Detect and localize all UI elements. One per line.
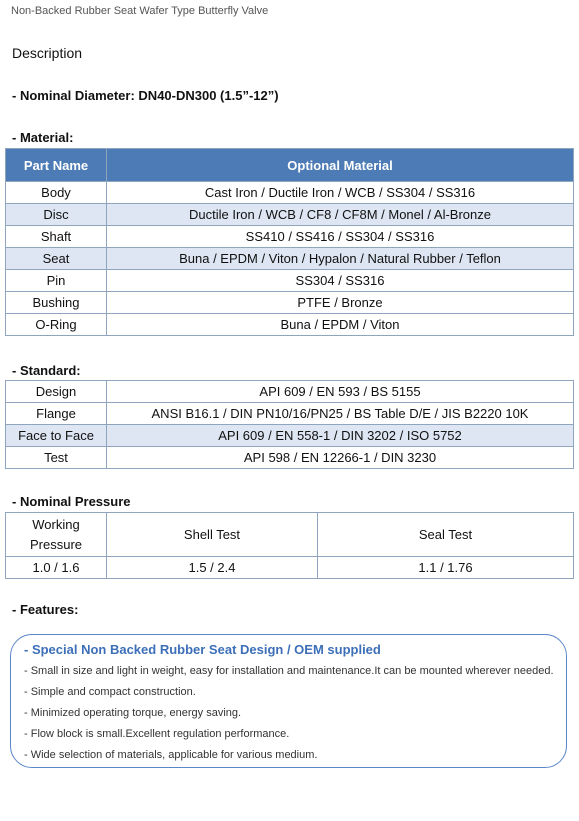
part-name-cell: Seat [6,248,107,270]
table-row [6,403,574,425]
page-title: Non-Backed Rubber Seat Wafer Type Butterfly Valve [11,5,269,17]
optional-material-header: Optional Material [107,149,574,182]
features-title: - Special Non Backed Rubber Seat Design / OEM supplied [24,642,381,657]
material-table [5,148,574,336]
pressure-heading: - Nominal Pressure [12,494,131,509]
material-header-row [6,149,574,182]
material-cell: SS304 / SS316 [107,270,574,292]
feature-item: - Wide selection of materials, applicable for various medium. [24,749,318,761]
material-cell: PTFE / Bronze [107,292,574,314]
material-cell: Buna / EPDM / Viton [107,314,574,336]
seal-test-cell: 1.1 / 1.76 [318,557,574,579]
table-row [6,425,574,447]
part-name-cell: Body [6,182,107,204]
table-row [6,248,574,270]
nominal-diameter: - Nominal Diameter: DN40-DN300 (1.5”-12”) [12,88,279,103]
pressure-table [5,512,574,579]
part-name-cell: Disc [6,204,107,226]
standard-heading: - Standard: [12,363,81,378]
feature-item: - Small in size and light in weight, easy for installation and maintenance.It can be mounted wherever needed. [24,665,554,677]
material-cell: SS410 / SS416 / SS304 / SS316 [107,226,574,248]
seal-test-header: Seal Test [318,513,574,557]
standard-value-cell: API 598 / EN 12266-1 / DIN 3230 [107,447,574,469]
standard-value-cell: ANSI B16.1 / DIN PN10/16/PN25 / BS Table D/E / JIS B2220 10K [107,403,574,425]
standard-value-cell: API 609 / EN 593 / BS 5155 [107,381,574,403]
table-row [6,270,574,292]
pressure-header-row [6,513,574,557]
working-pressure-cell: 1.0 / 1.6 [6,557,107,579]
part-name-cell: O-Ring [6,314,107,336]
table-row [6,204,574,226]
working-label: Working [32,516,80,532]
table-row [6,226,574,248]
shell-test-cell: 1.5 / 2.4 [107,557,318,579]
material-heading: - Material: [12,130,74,145]
part-name-cell: Pin [6,270,107,292]
description-label: Description [12,45,83,61]
material-cell: Buna / EPDM / Viton / Hypalon / Natural Rubber / Teflon [107,248,574,270]
standard-value-cell: API 609 / EN 558-1 / DIN 3202 / ISO 5752 [107,425,574,447]
table-row [6,314,574,336]
feature-item: - Simple and compact construction. [24,686,196,698]
table-row [6,557,574,579]
standard-type-cell: Design [6,381,107,403]
table-row [6,182,574,204]
working-pressure-header [6,513,107,557]
table-row [6,381,574,403]
standard-table [5,380,574,469]
table-row [6,292,574,314]
material-cell: Cast Iron / Ductile Iron / WCB / SS304 / SS316 [107,182,574,204]
standard-type-cell: Face to Face [6,425,107,447]
table-row [6,447,574,469]
part-name-cell: Bushing [6,292,107,314]
feature-item: - Flow block is small.Excellent regulation performance. [24,728,290,740]
pressure-label: Pressure [29,536,83,552]
part-name-cell: Shaft [6,226,107,248]
feature-item: - Minimized operating torque, energy saving. [24,707,242,719]
material-cell: Ductile Iron / WCB / CF8 / CF8M / Monel / Al-Bronze [107,204,574,226]
standard-type-cell: Flange [6,403,107,425]
shell-test-header: Shell Test [107,513,318,557]
features-heading: - Features: [12,602,79,617]
standard-type-cell: Test [6,447,107,469]
part-name-header: Part Name [6,149,107,182]
